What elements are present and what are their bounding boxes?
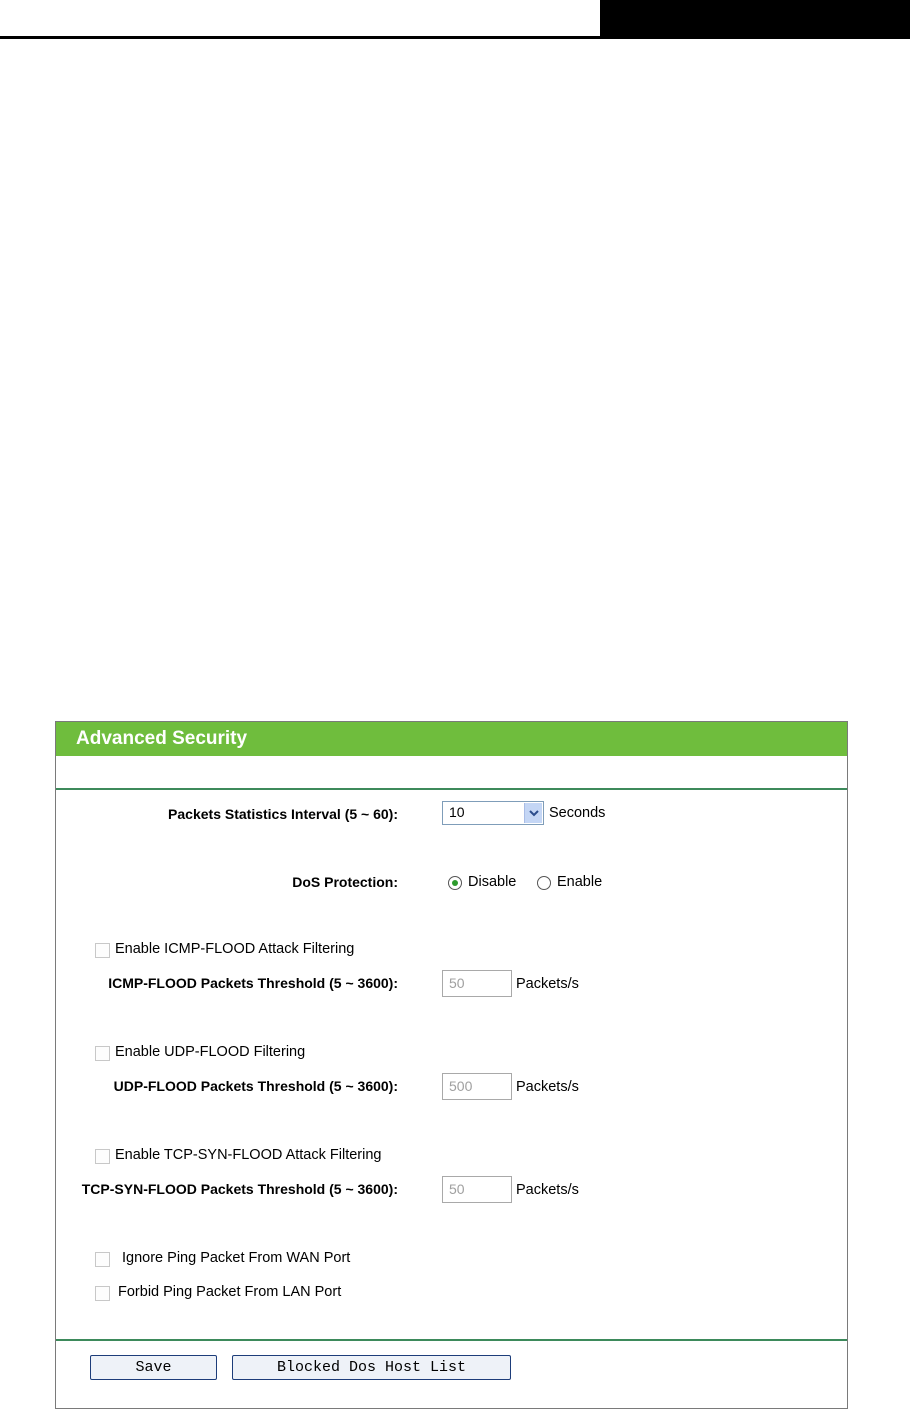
udp-threshold-label: UDP-FLOOD Packets Threshold (5 ~ 3600): — [113, 1078, 398, 1094]
stats-interval-select[interactable] — [442, 801, 544, 825]
ignore-wan-ping-label: Ignore Ping Packet From WAN Port — [122, 1250, 351, 1266]
tcp-syn-filter-checkbox[interactable] — [95, 1149, 110, 1164]
forbid-lan-ping-label: Forbid Ping Packet From LAN Port — [118, 1284, 342, 1300]
dos-enable-radio[interactable] — [537, 876, 551, 890]
dos-enable-label: Enable — [557, 874, 603, 890]
tcp-syn-threshold-unit: Packets/s — [516, 1182, 579, 1198]
header-black-block — [600, 0, 910, 39]
top-divider — [56, 788, 847, 790]
chevron-down-icon[interactable] — [524, 803, 542, 823]
tcp-syn-filter-label: Enable TCP-SYN-FLOOD Attack Filtering — [115, 1147, 382, 1163]
udp-filter-label: Enable UDP-FLOOD Filtering — [115, 1044, 306, 1060]
forbid-lan-ping-checkbox[interactable] — [95, 1286, 110, 1301]
udp-threshold-input[interactable]: 500 — [442, 1073, 512, 1100]
udp-filter-checkbox[interactable] — [95, 1046, 110, 1061]
dos-protection-label: DoS Protection: — [292, 874, 398, 890]
tcp-syn-threshold-input[interactable]: 50 — [442, 1176, 512, 1203]
advanced-security-panel — [55, 721, 848, 1409]
panel-title: Advanced Security — [56, 722, 847, 756]
stats-interval-unit: Seconds — [549, 805, 606, 821]
dos-disable-radio[interactable] — [448, 876, 462, 890]
tcp-syn-threshold-label: TCP-SYN-FLOOD Packets Threshold (5 ~ 3600): — [81, 1181, 398, 1197]
icmp-threshold-input[interactable]: 50 — [442, 970, 512, 997]
icmp-filter-checkbox[interactable] — [95, 943, 110, 958]
bottom-divider — [56, 1339, 847, 1341]
icmp-threshold-label: ICMP-FLOOD Packets Threshold (5 ~ 3600): — [108, 975, 398, 991]
save-button[interactable]: Save — [90, 1355, 217, 1380]
radio-selected-dot — [452, 880, 458, 886]
header-rule — [0, 36, 600, 39]
stats-interval-value: 10 — [449, 804, 465, 820]
icmp-filter-label: Enable ICMP-FLOOD Attack Filtering — [115, 941, 355, 957]
icmp-threshold-unit: Packets/s — [516, 976, 579, 992]
udp-threshold-unit: Packets/s — [516, 1079, 579, 1095]
ignore-wan-ping-checkbox[interactable] — [95, 1252, 110, 1267]
stats-interval-label: Packets Statistics Interval (5 ~ 60): — [168, 806, 398, 822]
blocked-dos-host-list-button[interactable]: Blocked Dos Host List — [232, 1355, 511, 1380]
dos-disable-label: Disable — [468, 874, 517, 890]
